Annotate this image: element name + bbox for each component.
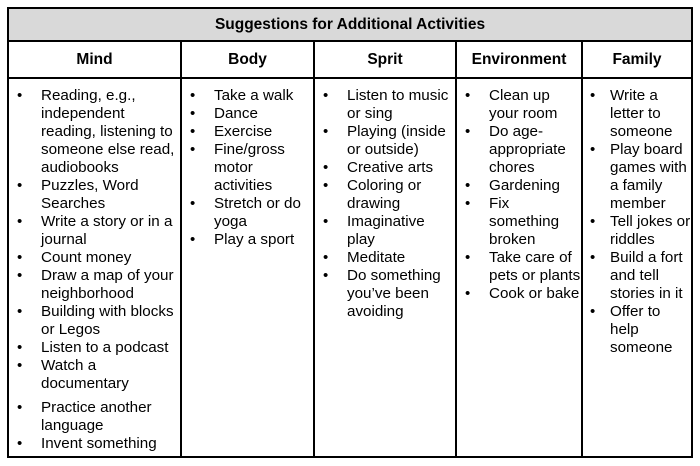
environment-list bbox=[457, 79, 581, 303]
sprit-list bbox=[315, 79, 455, 321]
column-mind bbox=[9, 42, 182, 456]
family-list bbox=[583, 79, 691, 357]
list-item: • Do age-appropriate chores bbox=[457, 123, 581, 177]
column-header-mind: Mind bbox=[9, 42, 180, 79]
list-item: • Listen to a podcast bbox=[9, 339, 180, 357]
list-item: • Tell jokes or riddles bbox=[583, 213, 691, 249]
list-item: • Building with blocks or Legos bbox=[9, 303, 180, 339]
list-item: • Coloring or drawing bbox=[315, 177, 455, 213]
activities-table bbox=[7, 7, 693, 458]
column-header-environment: Environment bbox=[457, 42, 581, 79]
list-item: • Take a walk bbox=[182, 87, 313, 105]
list-item: • Listen to music or sing bbox=[315, 87, 455, 123]
list-item: • Build a fort and tell stories in it bbox=[583, 249, 691, 303]
column-family bbox=[583, 42, 691, 456]
list-item: • Draw a map of your neighborhood bbox=[9, 267, 180, 303]
list-item: • Puzzles, Word Searches bbox=[9, 177, 180, 213]
list-item: • Imaginative play bbox=[315, 213, 455, 249]
list-item: • Cook or bake bbox=[457, 285, 581, 303]
list-item: • Exercise bbox=[182, 123, 313, 141]
list-item: • Fine/gross motor activities bbox=[182, 141, 313, 195]
column-header-body: Body bbox=[182, 42, 313, 79]
list-item: • Invent something bbox=[9, 435, 180, 453]
mind-list bbox=[9, 79, 180, 453]
table-columns bbox=[9, 42, 691, 456]
list-item: • Clean up your room bbox=[457, 87, 581, 123]
column-body bbox=[182, 42, 315, 456]
column-sprit bbox=[315, 42, 457, 456]
list-item: • Creative arts bbox=[315, 159, 455, 177]
list-item: • Stretch or do yoga bbox=[182, 195, 313, 231]
list-item: • Do something you’ve been avoiding bbox=[315, 267, 455, 321]
table-title: Suggestions for Additional Activities bbox=[9, 9, 691, 42]
list-item: • Count money bbox=[9, 249, 180, 267]
list-item: • Meditate bbox=[315, 249, 455, 267]
list-item: • Take care of pets or plants bbox=[457, 249, 581, 285]
column-header-family: Family bbox=[583, 42, 691, 79]
list-item: • Fix something broken bbox=[457, 195, 581, 249]
list-item: • Gardening bbox=[457, 177, 581, 195]
list-item: • Play board games with a family member bbox=[583, 141, 691, 213]
list-item: • Write a story or in a journal bbox=[9, 213, 180, 249]
list-item: • Playing (inside or outside) bbox=[315, 123, 455, 159]
list-item: • Reading, e.g., independent reading, listening to someone else read, audiobooks bbox=[9, 87, 180, 177]
list-item: • Dance bbox=[182, 105, 313, 123]
list-item: • Write a letter to someone bbox=[583, 87, 691, 141]
list-item: • Offer to help someone bbox=[583, 303, 691, 357]
list-item: • Play a sport bbox=[182, 231, 313, 249]
list-item: • Practice another language bbox=[9, 399, 180, 435]
body-list bbox=[182, 79, 313, 249]
list-item: • Watch a documentary bbox=[9, 357, 180, 393]
column-header-sprit: Sprit bbox=[315, 42, 455, 79]
column-environment bbox=[457, 42, 583, 456]
